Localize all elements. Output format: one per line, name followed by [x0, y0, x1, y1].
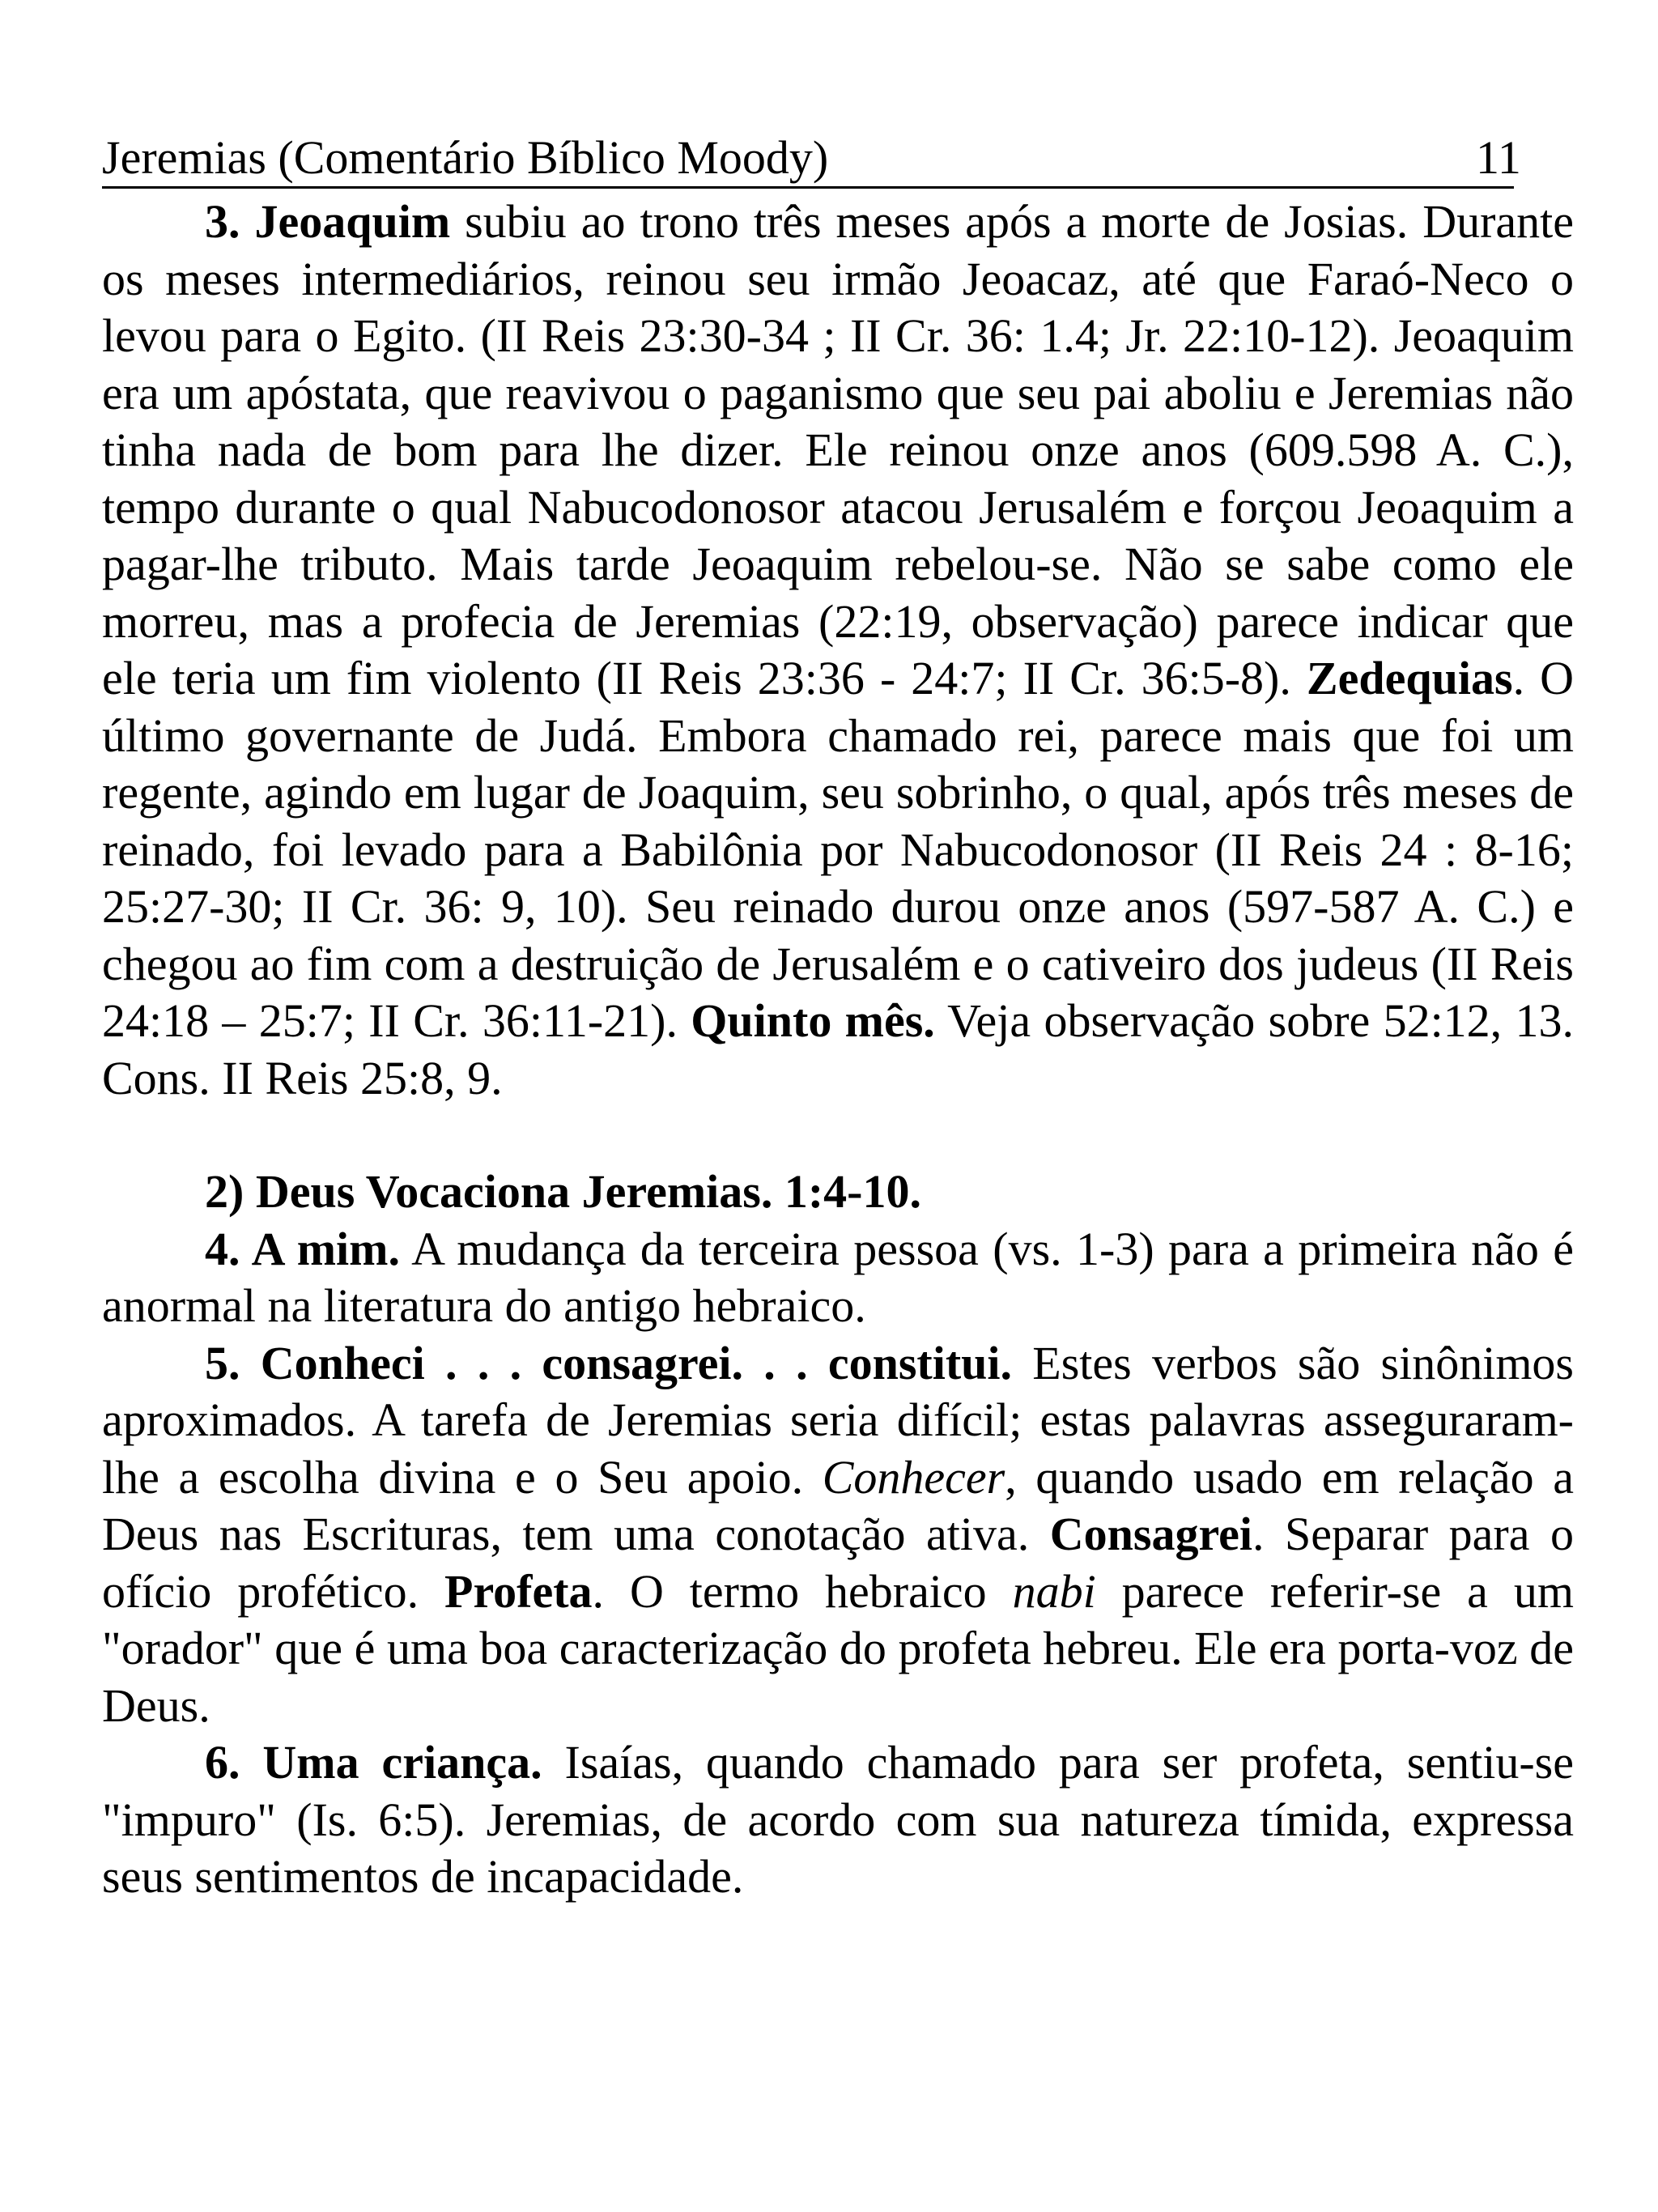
term-conhecer: Conhecer — [822, 1450, 1005, 1504]
page-number: 11 — [1476, 131, 1521, 184]
paragraph-text: Veja observação sobre 52:12, 13. Cons. II Reis 25:8, 9. — [102, 994, 1574, 1104]
page-body — [102, 194, 1574, 1906]
paragraph-text: Isaías, quando chamado para ser profeta, sentiu-se "impuro" (Is. 6:5). Jeremias, de acordo com sua natureza tímida, expressa seus sentimentos de incapacidade. — [102, 1736, 1574, 1903]
paragraph-text: Estes verbos são sinônimos aproximados. A tarefa de Jeremias seria difícil; estas palavras asseguraram-lhe a escolha divina e o Seu apoio. — [102, 1336, 1574, 1504]
entry-term-consagrei: Consagrei — [1049, 1508, 1253, 1560]
paragraph-text: . O último governante de Judá. Embora chamado rei, parece mais que foi um regente, agindo em lugar de Joaquim, seu sobrinho, o qual, após três meses de reinado, foi levado para a Babilônia por Nabucodonosor (II Reis 24 : 8-16; 25:27-30; II Cr. 36: 9, 10). Seu reinado durou onze anos (597-587 A. C.) e chegou ao fim com a destruição de Jerusalém e o cativeiro dos judeus (II Reis 24:18 – 25:7; II Cr. 36:11-21). — [102, 652, 1574, 1047]
paragraph-a-mim — [102, 1221, 1574, 1335]
entry-lead-uma-crianca: 6. Uma criança. — [205, 1736, 542, 1789]
paragraph-jeoaquim — [102, 194, 1574, 1107]
section-heading-text: 2) Deus Vocaciona Jeremias. 1:4-10. — [205, 1165, 921, 1218]
section-heading — [102, 1163, 1574, 1221]
paragraph-text: , quando usado em relação a Deus nas Escrituras, tem uma conotação ativa. — [102, 1450, 1575, 1560]
term-nabi: nabi — [1012, 1564, 1096, 1618]
paragraph-text: parece referir-se a um "orador" que é uma boa caracterização do profeta hebreu. Ele era porta-voz de Deus. — [102, 1564, 1574, 1732]
paragraph-uma-crianca — [102, 1734, 1574, 1906]
paragraph-text: . O termo hebraico — [592, 1564, 1013, 1618]
page-header — [102, 121, 1521, 189]
entry-lead-a-mim: 4. A mim. — [205, 1222, 400, 1275]
running-title: Jeremias (Comentário Bíblico Moody) — [102, 131, 829, 184]
section-spacer — [102, 1107, 1574, 1163]
entry-term-profeta: Profeta — [444, 1564, 593, 1618]
paragraph-conheci — [102, 1335, 1574, 1735]
entry-term-zedequias: Zedequias — [1306, 652, 1513, 704]
entry-lead-conheci: 5. Conheci . . . consagrei. . . constitui. — [205, 1336, 1013, 1389]
document-page — [102, 121, 1574, 1906]
paragraph-text: A mudança da terceira pessoa (vs. 1-3) para a primeira não é anormal na literatura do antigo hebraico. — [102, 1222, 1574, 1332]
entry-lead-jeoaquim: 3. Jeoaquim — [205, 195, 451, 248]
entry-term-quinto-mes: Quinto mês. — [691, 994, 935, 1047]
paragraph-text: . Separar para o ofício profético. — [102, 1508, 1575, 1618]
paragraph-text: subiu ao trono três meses após a morte de Josias. Durante os meses intermediários, reinou seu irmão Jeoacaz, até que Faraó-Neco o levou para o Egito. (II Reis 23:30-34 ; II Cr. 36: 1.4; Jr. 22:10-12). Jeoaquim era um apóstata, que reavivou o paganismo que seu pai aboliu e Jeremias não tinha nada de bom para lhe dizer. Ele reinou onze anos (609.598 A. C.), tempo durante o qual Nabucodonosor atacou Jerusalém e forçou Jeoaquim a pagar-lhe tributo. Mais tarde Jeoaquim rebelou-se. Não se sabe como ele morreu, mas a profecia de Jeremias (22:19, observação) parece indicar que ele teria um fim violento (II Reis 23:36 - 24:7; II Cr. 36:5-8). — [102, 195, 1575, 704]
